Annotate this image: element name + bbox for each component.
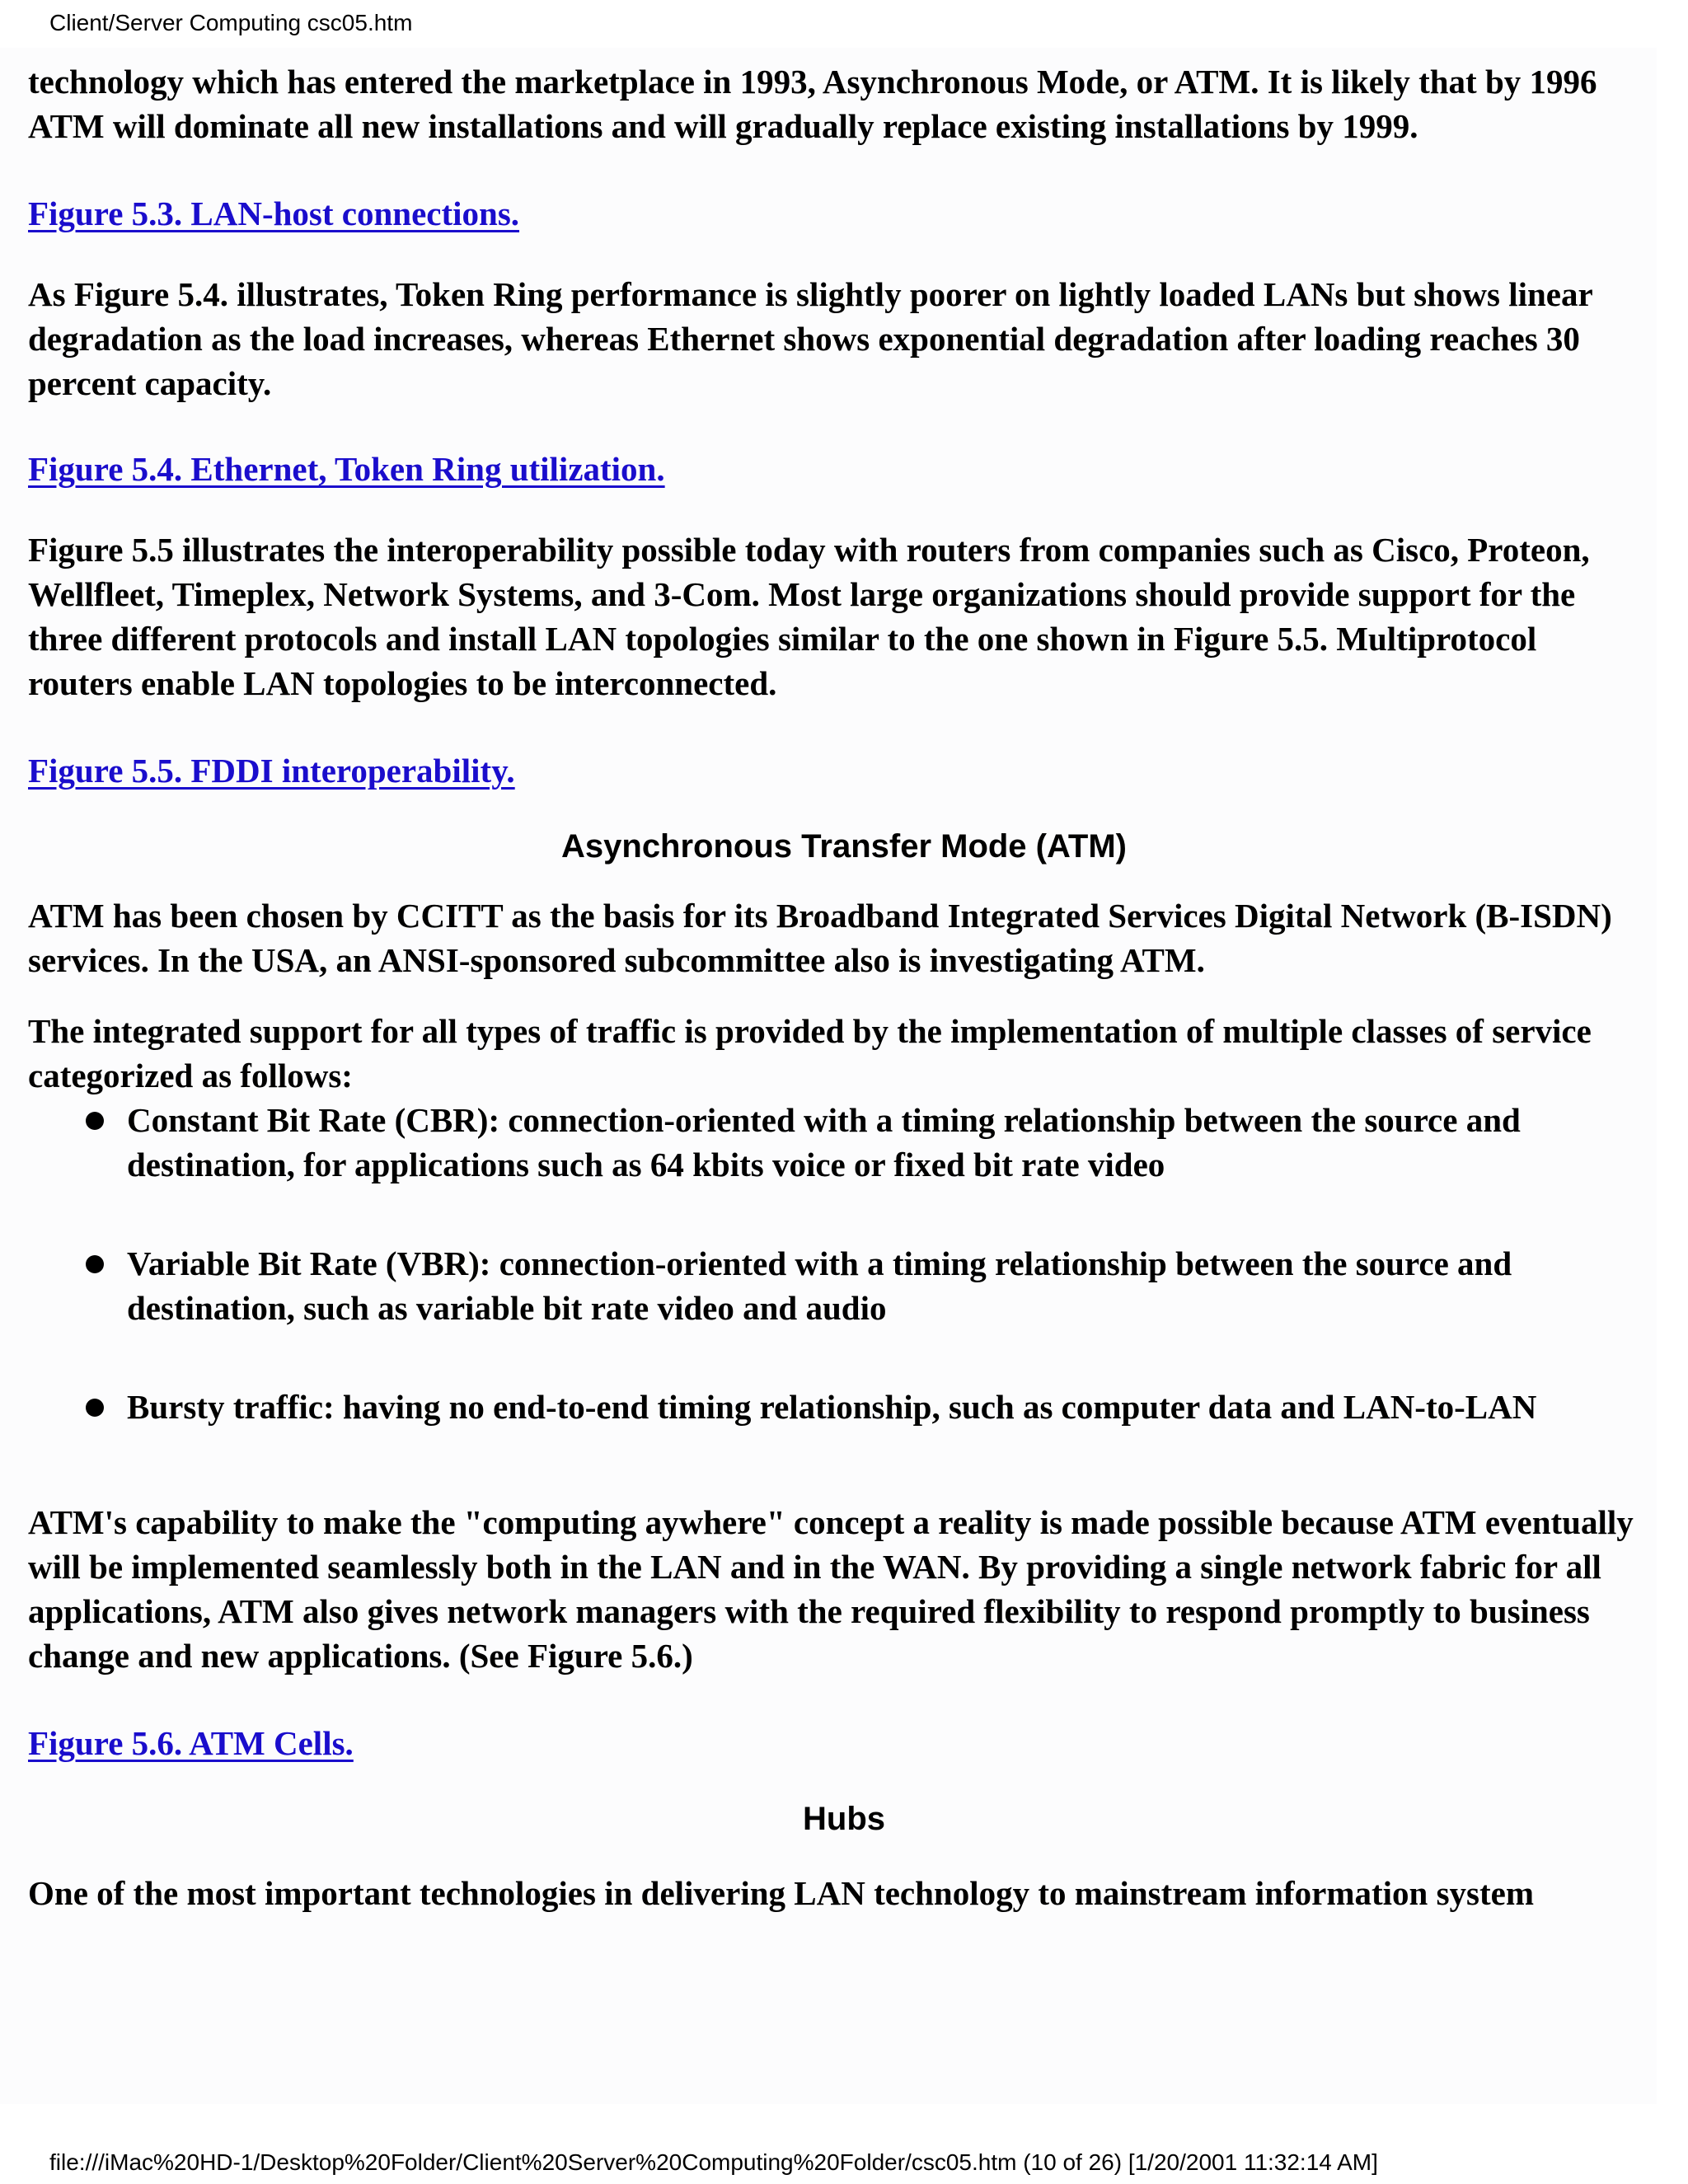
paragraph-interoperability: Figure 5.5 illustrates the interoperability possible today with routers from companies such as Cisco, Proteon, Wellfleet, Timeplex, Network Systems, and 3-Com. Most large organizations should provide support for the three different protocols and install LAN topologies similar to the one shown in Figure 5.5. Multiprotocol routers enable LAN topologies to be interconnected. (28, 531, 1590, 702)
figure-5-4-link[interactable]: Figure 5.4. Ethernet, Token Ring utilization. (28, 450, 665, 488)
bullet-icon (86, 1399, 104, 1417)
document-body (0, 48, 1657, 2104)
document-content (28, 59, 1660, 1915)
list-item-vbr (28, 1241, 1660, 1330)
paragraph-hubs: One of the most important technologies in delivering LAN technology to mainstream information system (28, 1874, 1535, 1912)
figure-5-5-link[interactable]: Figure 5.5. FDDI interoperability. (28, 752, 515, 790)
service-class-list (28, 1098, 1660, 1429)
figure-5-3-link[interactable]: Figure 5.3. LAN-host connections. (28, 194, 520, 232)
list-item-bursty (28, 1385, 1688, 1429)
section-heading-hubs: Hubs (803, 1801, 885, 1837)
paragraph-atm-capability: ATM's capability to make the "computing aywhere" concept a reality is made possible because ATM eventually will be implemented seamlessly both in the LAN and in the WAN. By providing a single network fabric for all applications, ATM also gives network managers with the required flexibility to respond promptly to business change and new applications. (See Figure 5.6.) (28, 1503, 1634, 1675)
bullet-icon (86, 1255, 104, 1273)
paragraph-token-ring: As Figure 5.4. illustrates, Token Ring performance is slightly poorer on lightly loaded LANs but shows linear degradation as the load increases, whereas Ethernet shows exponential degradation after loading reaches 30 percent capacity. (28, 275, 1592, 402)
paragraph-integrated-support: The integrated support for all types of traffic is provided by the implementation of multiple classes of service categorized as follows: (28, 1012, 1592, 1094)
bullet-icon (86, 1112, 104, 1130)
list-item-text: Variable Bit Rate (VBR): connection-oriented with a timing relationship between the source and destination, such as variable bit rate video and audio (127, 1244, 1512, 1327)
paragraph-intro: technology which has entered the marketplace in 1993, Asynchronous Mode, or ATM. It is likely that by 1996 ATM will dominate all new installations and will gradually replace existing installations by 1999. (28, 63, 1597, 145)
list-item-text: Constant Bit Rate (CBR): connection-oriented with a timing relationship between the source and destination, for applications such as 64 kbits voice or fixed bit rate video (127, 1101, 1521, 1183)
list-item-cbr (28, 1098, 1660, 1187)
list-item-text: Bursty traffic: having no end-to-end timing relationship, such as computer data and LAN-to-LAN (127, 1388, 1537, 1426)
page-header-title: Client/Server Computing csc05.htm (49, 10, 413, 35)
section-heading-atm: Asynchronous Transfer Mode (ATM) (561, 828, 1127, 865)
figure-5-6-link[interactable]: Figure 5.6. ATM Cells. (28, 1724, 354, 1762)
paragraph-atm-ccitt: ATM has been chosen by CCITT as the basis for its Broadband Integrated Services Digital Network (B-ISDN) services. In the USA, an ANSI-sponsored subcommittee also is investigating ATM. (28, 897, 1612, 979)
page-footer-location: file:///iMac%20HD-1/Desktop%20Folder/Client%20Server%20Computing%20Folder/csc05.htm (10 of 26) [1/20/2001 11:32:14 AM] (49, 2149, 1378, 2175)
